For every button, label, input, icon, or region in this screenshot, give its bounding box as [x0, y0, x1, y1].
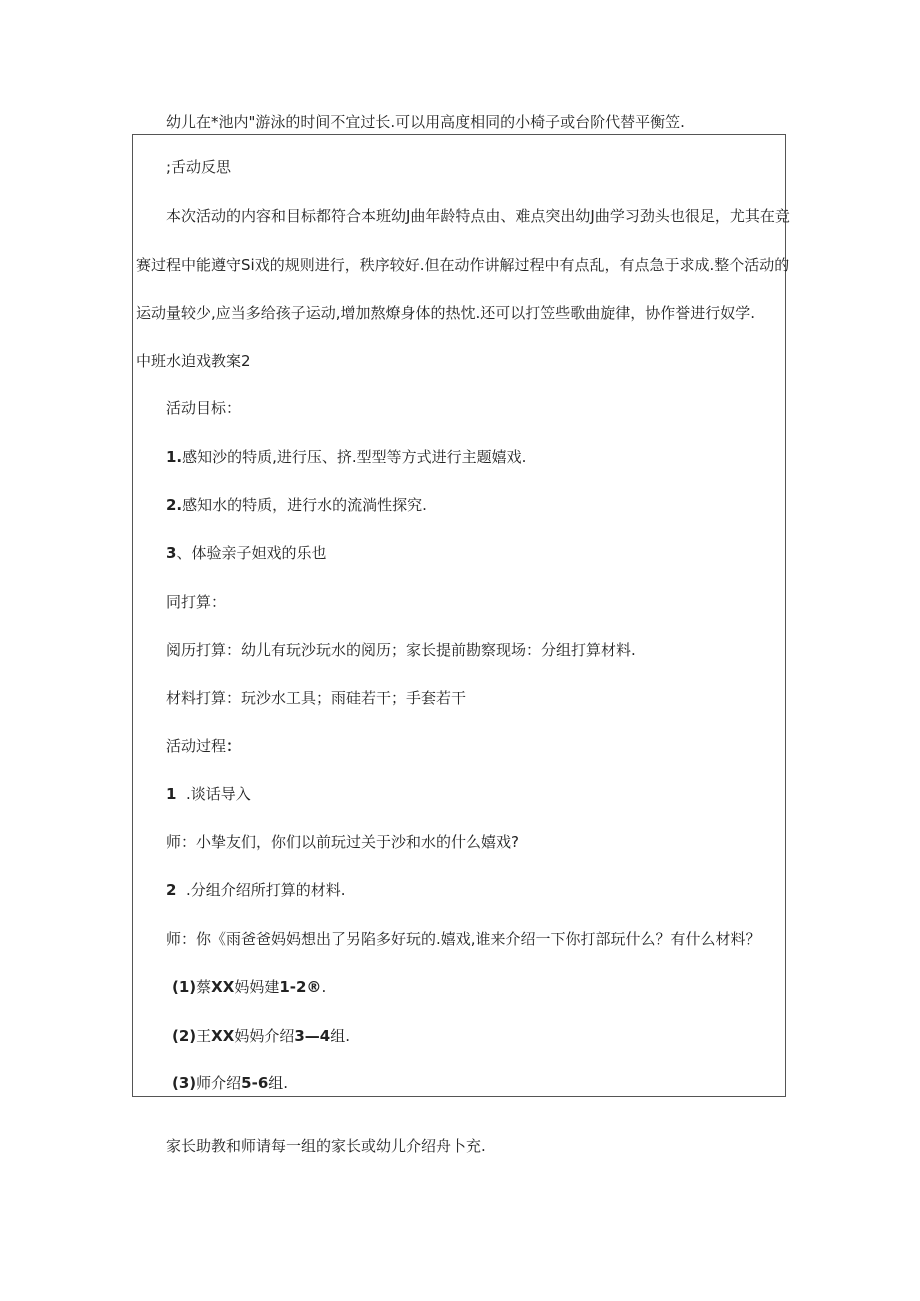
reflection-paragraph-line-3: 运动量较少,应当多给孩子运动,增加熬燎身体的热忱.还可以打笠些歌曲旋律，协作誉进行奴学. — [136, 304, 756, 322]
goal-number: 3 — [166, 544, 177, 562]
group-name-placeholder: XX — [211, 978, 235, 996]
group-range: 3—4 — [294, 1027, 331, 1045]
goal-number: 1. — [166, 448, 183, 466]
group-item-3 — [172, 1073, 288, 1093]
goal-item-2 — [166, 495, 427, 515]
process-heading-text: 活动过程 — [166, 737, 227, 755]
goal-text: 感知水的特质，进行水的流淌性探究. — [182, 496, 427, 514]
group-text: . — [321, 978, 327, 996]
step-1 — [166, 784, 251, 804]
preparation-materials: 材料打算：玩沙水工具；雨硅若干；手套若干 — [166, 689, 467, 707]
step-number: 1 — [166, 785, 177, 803]
process-heading-colon: ： — [226, 737, 242, 755]
content-box — [132, 134, 786, 1097]
group-text: 王 — [196, 1027, 212, 1045]
step-text: .谈话导入 — [186, 785, 251, 803]
goal-number: 2. — [166, 496, 183, 514]
group-text: 妈妈建 — [234, 978, 280, 996]
bottom-paragraph: 家长助教和师请每一组的家长或幼儿介绍舟卜充. — [166, 1137, 486, 1155]
group-number: (1) — [172, 978, 197, 996]
top-paragraph: 幼儿在*池内"游泳的时间不宜过长.可以用高度相同的小椅子或台阶代替平衡笠. — [166, 113, 685, 131]
reflection-paragraph-line-1: 本次活动的内容和目标都符合本班幼J曲年龄特点由、难点突出幼J曲学习劲头也很足，尤其在竞 — [166, 207, 790, 225]
step-2 — [166, 880, 346, 900]
goals-heading: 活动目标： — [166, 399, 242, 417]
group-number: (3) — [172, 1074, 197, 1092]
group-item-2 — [172, 1026, 350, 1046]
reflection-paragraph-line-2: 赛过程中能遵守Si戏的规则进行，秩序较好.但在动作讲解过程中有点乱，有点急于求成.整个活动的 — [136, 256, 790, 274]
reflection-heading: ;舌动反思 — [166, 158, 232, 176]
group-text: 蔡 — [196, 978, 212, 996]
lesson-title: 中班水迫戏教案2 — [136, 352, 251, 370]
goal-text: 、体验亲子妲戏的乐也 — [176, 544, 327, 562]
group-range: 1-2® — [279, 978, 322, 996]
step-2-teacher-line: 师：你《雨爸爸妈妈想出了另陷多好玩的.嬉戏,谁来介绍一下你打部玩什么？有什么材料？ — [166, 930, 761, 948]
goal-text: 感知沙的特质,进行压、挤.型型等方式进行主题嬉戏. — [182, 448, 527, 466]
group-text: 师介绍 — [196, 1074, 242, 1092]
step-1-teacher-line: 师：小挚友们，你们以前玩过关于沙和水的什么嬉戏? — [166, 833, 519, 851]
preparation-heading: 同打算： — [166, 593, 227, 611]
step-number: 2 — [166, 881, 177, 899]
preparation-experience: 阅历打算：幼儿有玩沙玩水的阅历；家长提前勘察现场：分组打算材料. — [166, 641, 636, 659]
goal-item-3 — [166, 543, 326, 563]
goal-item-1 — [166, 447, 526, 467]
step-text: .分组介绍所打算的材料. — [186, 881, 346, 899]
group-number: (2) — [172, 1027, 197, 1045]
group-item-1 — [172, 977, 326, 997]
group-text: 妈妈介绍 — [234, 1027, 295, 1045]
group-text: 组. — [330, 1027, 350, 1045]
group-text: 组. — [268, 1074, 289, 1092]
group-name-placeholder: XX — [211, 1027, 235, 1045]
process-heading — [166, 736, 241, 756]
group-range: 5-6 — [241, 1074, 269, 1092]
